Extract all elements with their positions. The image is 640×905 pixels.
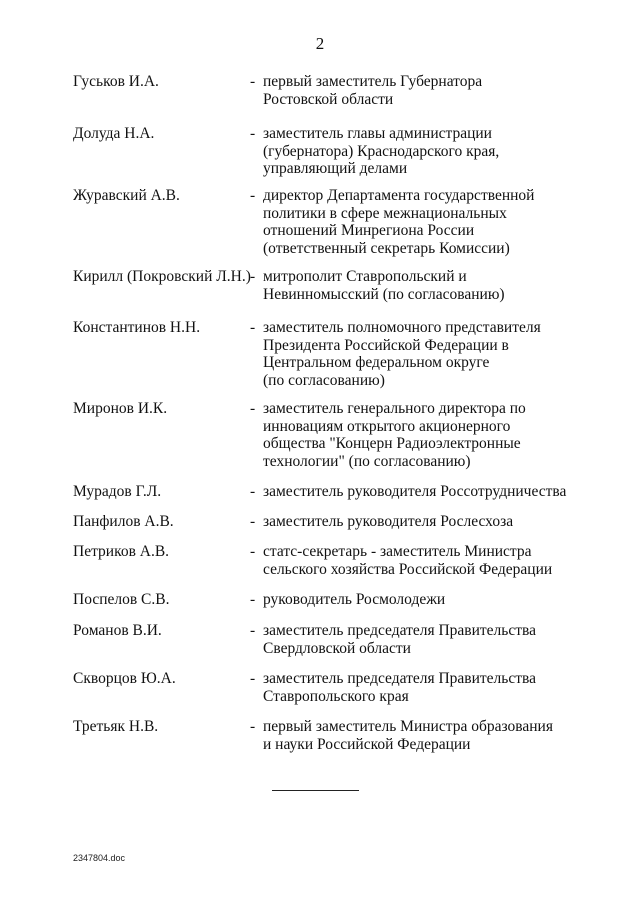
member-role-line: Президента Российской Федерации в: [263, 336, 509, 354]
member-role-line: сельского хозяйства Российской Федерации: [263, 560, 553, 578]
member-role: [263, 670, 593, 705]
member-role-line: заместитель руководителя Россотрудничества: [263, 483, 567, 500]
member-role: [263, 319, 593, 389]
member-role-line: митрополит Ставропольский и: [263, 268, 467, 285]
dash-separator: -: [250, 187, 256, 204]
member-name: Петриков А.В.: [73, 543, 170, 560]
member-role: [263, 543, 593, 578]
file-reference: 2347804.doc: [73, 853, 126, 863]
member-role: [263, 125, 593, 178]
member-role: [263, 622, 593, 657]
member-name: Гуськов И.А.: [73, 73, 159, 90]
member-name: Долуда Н.А.: [73, 125, 155, 142]
page-number: 2: [315, 34, 325, 53]
member-role-line: первый заместитель Губернатора: [263, 73, 483, 90]
member-role: [263, 73, 593, 108]
member-role-line: (ответственный секретарь Комиссии): [263, 239, 510, 257]
member-name: Панфилов А.В.: [73, 513, 174, 530]
dash-separator: -: [250, 670, 256, 687]
member-name: Поспелов С.В.: [73, 591, 170, 608]
dash-separator: -: [250, 591, 256, 608]
member-role-line: и науки Российской Федерации: [263, 735, 471, 753]
member-name: Скворцов Ю.А.: [73, 670, 176, 687]
member-role: [263, 400, 593, 470]
member-name: Третьяк Н.В.: [73, 718, 159, 735]
member-name: Журавский А.В.: [73, 187, 180, 204]
member-role-line: Невинномысский (по согласованию): [263, 285, 505, 303]
member-name: Константинов Н.Н.: [73, 319, 201, 336]
member-role: [263, 187, 593, 257]
dash-separator: -: [250, 268, 256, 285]
member-role: [263, 591, 593, 609]
member-role-line: заместитель полномочного представителя: [263, 319, 541, 336]
member-role-line: первый заместитель Министра образования: [263, 718, 553, 735]
dash-separator: -: [250, 622, 256, 639]
member-role-line: заместитель председателя Правительства: [263, 670, 537, 687]
member-role-line: общества "Концерн Радиоэлектронные: [263, 435, 521, 452]
dash-separator: -: [250, 483, 256, 500]
dash-separator: -: [250, 543, 256, 560]
member-role-line: технологии" (по согласованию): [263, 452, 471, 470]
member-role-line: (губернатора) Краснодарского края,: [263, 142, 500, 160]
member-name: Мурадов Г.Л.: [73, 483, 162, 500]
member-role-line: заместитель главы администрации: [263, 125, 492, 142]
member-role: [263, 718, 593, 753]
member-name: Романов В.И.: [73, 622, 162, 639]
member-role-line: Свердловской области: [263, 639, 411, 657]
member-role-line: Ставропольского края: [263, 687, 409, 705]
dash-separator: -: [250, 73, 256, 90]
member-role: [263, 268, 593, 303]
member-role-line: инновациям открытого акционерного: [263, 417, 511, 435]
dash-separator: -: [250, 319, 256, 336]
dash-separator: -: [250, 125, 256, 142]
dash-separator: -: [250, 513, 256, 530]
end-rule: [272, 790, 359, 791]
member-role-line: политики в сфере межнациональных: [263, 204, 507, 222]
member-role-line: директор Департамента государственной: [263, 187, 535, 204]
member-role-line: заместитель генерального директора по: [263, 400, 526, 417]
member-role: [263, 513, 593, 531]
dash-separator: -: [250, 400, 256, 417]
member-role-line: заместитель председателя Правительства: [263, 622, 537, 639]
dash-separator: -: [250, 718, 256, 735]
member-role-line: управляющий делами: [263, 160, 408, 177]
member-role-line: заместитель руководителя Рослесхоза: [263, 513, 514, 530]
member-name: Кирилл (Покровский Л.Н.): [73, 268, 251, 285]
member-name: Миронов И.К.: [73, 400, 168, 417]
member-role-line: Центральном федеральном округе: [263, 354, 490, 371]
member-role: [263, 483, 593, 501]
member-role-line: Ростовской области: [263, 90, 394, 108]
member-role-line: (по согласованию): [263, 371, 385, 389]
member-role-line: руководитель Росмолодежи: [263, 591, 446, 608]
member-role-line: статс-секретарь - заместитель Министра: [263, 543, 532, 560]
member-role-line: отношений Минрегиона России: [263, 222, 475, 239]
